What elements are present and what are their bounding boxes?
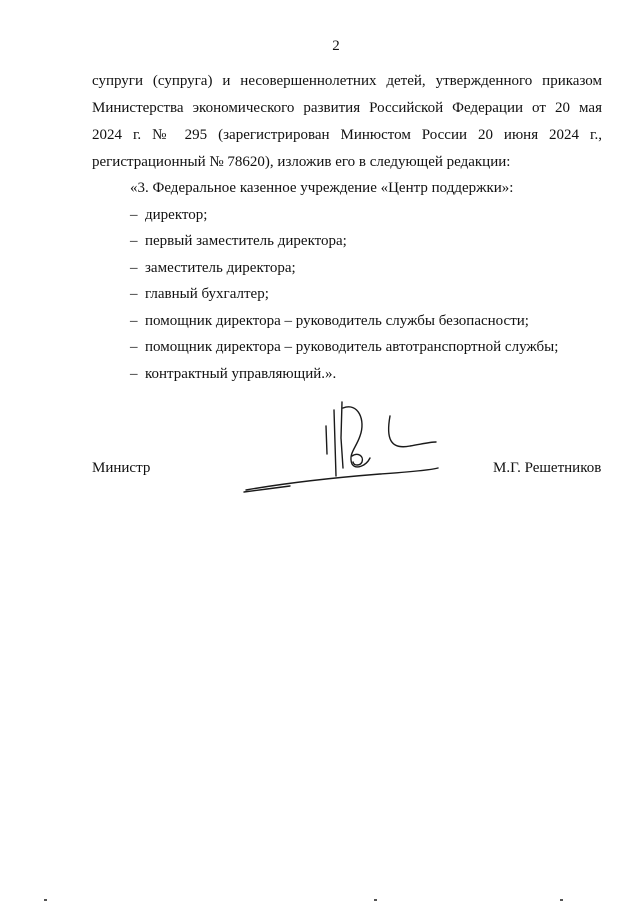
position-list (130, 175, 558, 387)
paragraph-line: 2024 г. № 295 (зарегистрирован Минюстом России 20 июня 2024 г., (92, 127, 602, 143)
paragraph-line: регистрационный № 78620), изложив его в следующей редакции: (92, 154, 511, 170)
scan-edge-marks (0, 896, 640, 904)
paragraph-line: супруги (супруга) и несовершеннолетних детей, утвержденного приказом (92, 73, 602, 89)
page-number: 2 (332, 38, 340, 54)
list-item: – помощник директора – руководитель службы безопасности; (130, 308, 558, 335)
paragraph-line: Министерства экономического развития Российской Федерации от 20 мая (92, 100, 602, 116)
handwritten-signature (240, 398, 450, 498)
list-heading: «3. Федеральное казенное учреждение «Центр поддержки»: (130, 180, 514, 196)
list-item: – главный бухгалтер; (130, 281, 558, 308)
body-paragraph (92, 68, 602, 176)
list-item: – директор; (130, 202, 558, 229)
list-item: – контрактный управляющий.». (130, 361, 558, 388)
list-item: – первый заместитель директора; (130, 228, 558, 255)
signatory-position: Министр (92, 460, 151, 476)
list-item: – помощник директора – руководитель автотранспортной службы; (130, 334, 558, 361)
signatory-name: М.Г. Решетников (493, 460, 602, 476)
list-item: – заместитель директора; (130, 255, 558, 282)
